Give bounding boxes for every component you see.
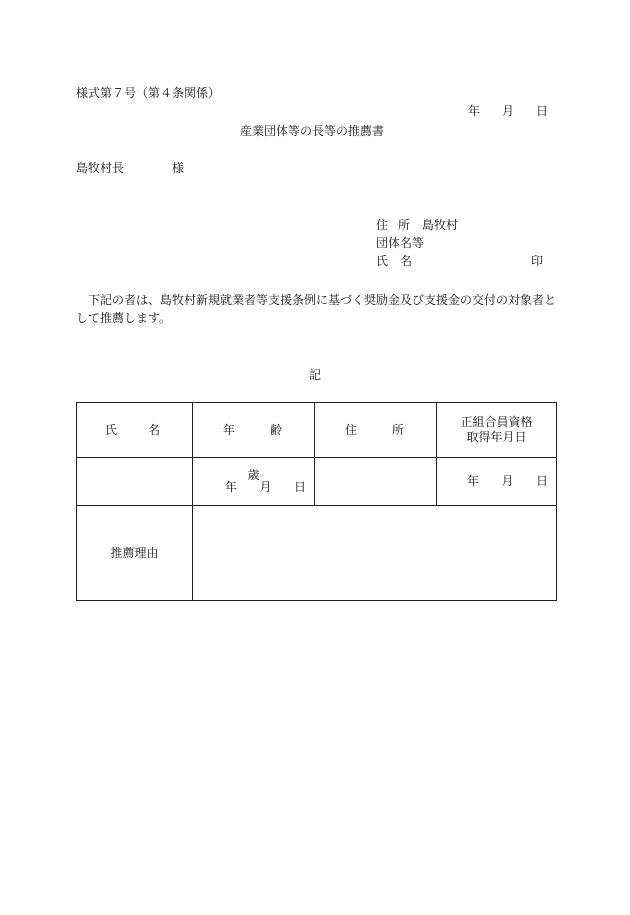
reason-label-cell: 推薦理由 (77, 506, 193, 601)
cell-name-value[interactable] (77, 458, 193, 506)
address-label-1: 住 (376, 218, 389, 232)
header-date (468, 104, 548, 118)
cell-qualification-date[interactable]: 年 月 日 (437, 458, 557, 506)
document-title: 産業団体等の長等の推薦書 (240, 124, 385, 138)
addressee-honorific: 様 (172, 161, 185, 175)
address-label-2: 所 (398, 218, 411, 232)
age-birthdate: 年 月 日 (225, 480, 306, 494)
form-number: 様式第７号（第４条関係） (76, 86, 221, 100)
date-year: 年 (468, 104, 481, 118)
cell-address-value[interactable] (315, 458, 437, 506)
addressee-name: 島牧村長 (76, 161, 125, 175)
body-line-2: して推薦します。 (76, 311, 172, 325)
table-data-row (77, 458, 557, 506)
sender-name-row (376, 254, 412, 268)
address-value: 島牧村 (422, 218, 459, 232)
header-cell-age: 年 齢 (193, 403, 315, 458)
table-reason-row (77, 506, 557, 601)
ki-marker: 記 (309, 368, 322, 382)
sender-org-label: 団体名等 (376, 236, 425, 250)
table-header-row (77, 403, 557, 458)
header-cell-address: 住 所 (315, 403, 437, 458)
date-month: 月 (501, 104, 514, 118)
sender-address-row (376, 218, 458, 232)
cell-age-value[interactable] (193, 458, 315, 506)
date-day: 日 (535, 104, 548, 118)
seal-mark: 印 (531, 254, 544, 268)
body-line-1: 下記の者は、島牧村新規就業者等支援条例に基づく奨励金及び支援金の交付の対象者と (88, 293, 557, 307)
header-cell-name: 氏 名 (77, 403, 193, 458)
reason-value-cell[interactable] (193, 506, 557, 601)
age-unit: 歳 (247, 468, 260, 482)
recommendation-table (76, 402, 557, 601)
header-cell-qualification: 正組合員資格 取得年月日 (437, 403, 557, 458)
name-label-2: 名 (400, 254, 413, 268)
name-label-1: 氏 (376, 254, 389, 268)
